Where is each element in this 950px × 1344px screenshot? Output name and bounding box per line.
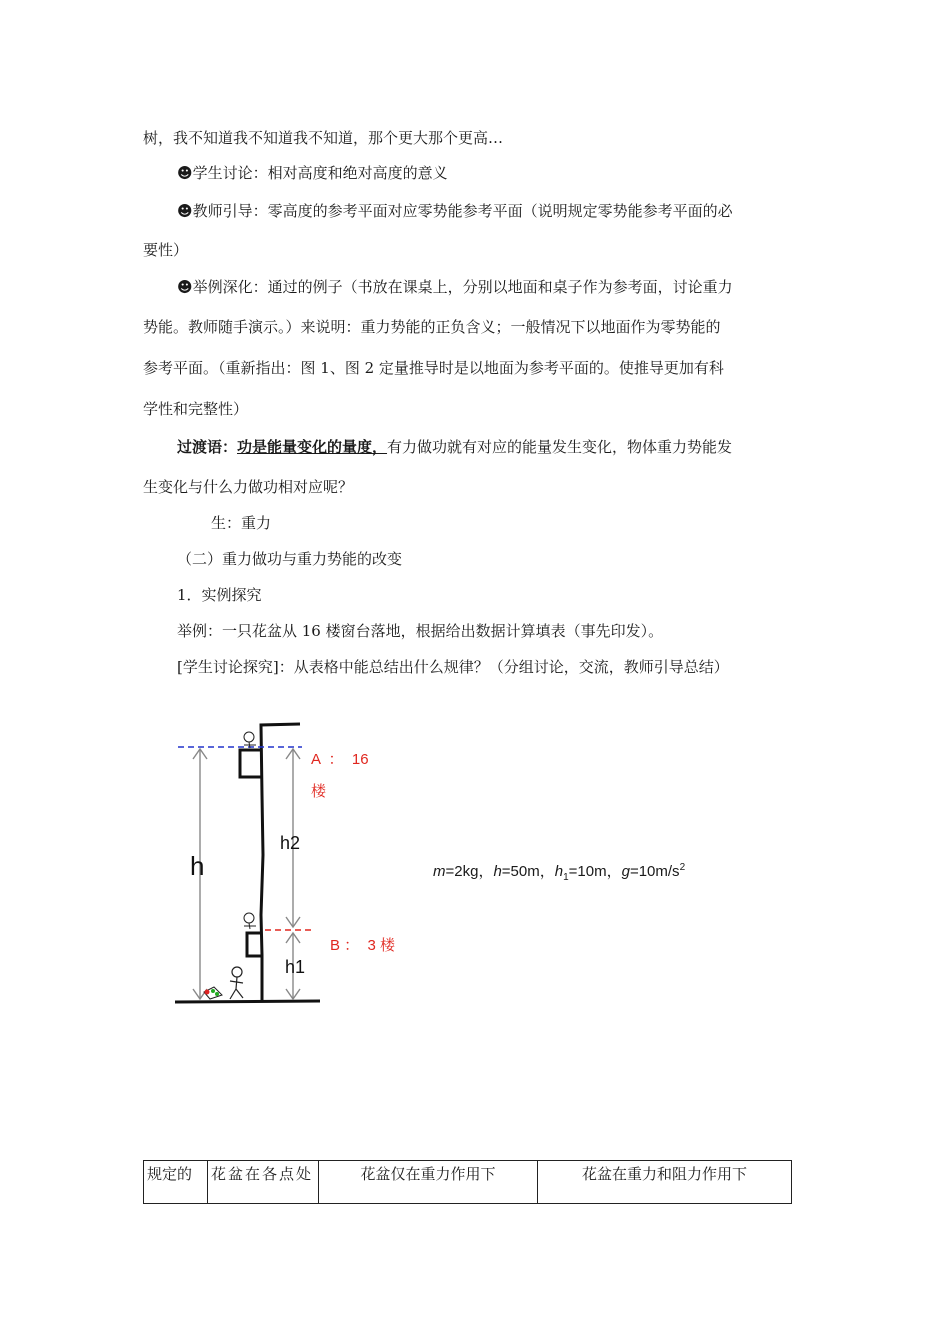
smiley-icon: ☻	[177, 202, 193, 220]
symbol-g: g	[621, 863, 630, 880]
label-a-floor-unit: 楼	[311, 783, 327, 800]
table-header-cell: 花盆在各点处	[208, 1161, 319, 1204]
label-a-floor: A ： 16	[311, 751, 369, 768]
person-at-window-16-icon	[244, 732, 256, 748]
value-m: =2kg，	[445, 863, 494, 880]
label-h2: h2	[280, 833, 301, 853]
paragraph-example	[177, 277, 733, 297]
table-header-cell: 花盆仅在重力作用下	[319, 1161, 538, 1204]
label-h1: h1	[285, 957, 306, 977]
symbol-h: h	[493, 863, 502, 880]
table-header-cell: 规定的	[144, 1161, 208, 1204]
value-h: =50m，	[501, 863, 555, 880]
table-header-cell: 花盆在重力和阻力作用下	[538, 1161, 792, 1204]
transition-key-phrase: 功是能量变化的量度，	[237, 438, 388, 456]
transition-label: 过渡语：	[177, 438, 238, 456]
paragraph-student-discussion	[177, 163, 448, 183]
window-ledge-3	[247, 933, 261, 956]
paragraph-line: 树，我不知道我不知道我不知道，那个更大那个更高…	[143, 129, 504, 147]
data-table	[143, 1160, 792, 1204]
symbol-h1: h	[554, 863, 564, 880]
ground-line	[175, 1001, 320, 1002]
given-parameters	[433, 860, 685, 883]
symbol-m: m	[433, 863, 446, 880]
paragraph-text: 有力做功就有对应的能量发生变化，物体重力势能发	[387, 438, 733, 456]
table-header-row	[144, 1161, 792, 1204]
smiley-icon: ☻	[177, 164, 193, 182]
paragraph-line: 要性）	[143, 241, 189, 259]
paragraph-line: 参考平面。（重新指出：图 1、图 2 定量推导时是以地面为参考平面的。使推导更加有科	[143, 359, 724, 377]
value-h1: =10m，	[568, 863, 622, 880]
paragraph-line: [学生讨论探究]：从表格中能总结出什么规律？（分组讨论，交流，教师引导总结）	[177, 658, 729, 676]
smiley-icon: ☻	[177, 278, 193, 296]
label-b-floor: B ： 3 楼	[330, 937, 396, 954]
paragraph-line: 生变化与什么力做功相对应呢？	[143, 478, 354, 496]
paragraph-answer: 生：重力	[211, 514, 272, 532]
subsection-heading: 1．实例探究	[177, 586, 262, 604]
walking-person-icon	[230, 967, 243, 999]
person-at-window-3-icon	[244, 913, 256, 929]
paragraph-teacher-guide	[177, 201, 733, 221]
section-heading: （二）重力做功与重力势能的改变	[177, 550, 403, 568]
falling-flowerpot-diagram	[170, 715, 420, 1015]
label-h: h	[190, 851, 205, 881]
paragraph-text: 举例深化：通过的例子（书放在课桌上，分别以地面和桌子作为参考面，讨论重力	[192, 278, 733, 296]
value-g: =10m/s	[629, 863, 680, 880]
paragraph-text: 学生讨论：相对高度和绝对高度的意义	[192, 164, 448, 182]
paragraph-line: 学性和完整性）	[143, 400, 249, 418]
subscript-h1: 1	[563, 872, 569, 883]
window-ledge-16	[240, 750, 261, 777]
paragraph-text: 教师引导：零高度的参考平面对应零势能参考平面（说明规定零势能参考平面的必	[192, 202, 733, 220]
paragraph-line: 势能。教师随手演示。）来说明：重力势能的正负含义；一般情况下以地面作为零势能的	[143, 318, 721, 336]
paragraph-transition	[177, 437, 732, 457]
paragraph-line: 举例：一只花盆从 16 楼窗台落地，根据给出数据计算填表（事先印发）。	[177, 622, 664, 640]
superscript-g: 2	[679, 862, 686, 873]
